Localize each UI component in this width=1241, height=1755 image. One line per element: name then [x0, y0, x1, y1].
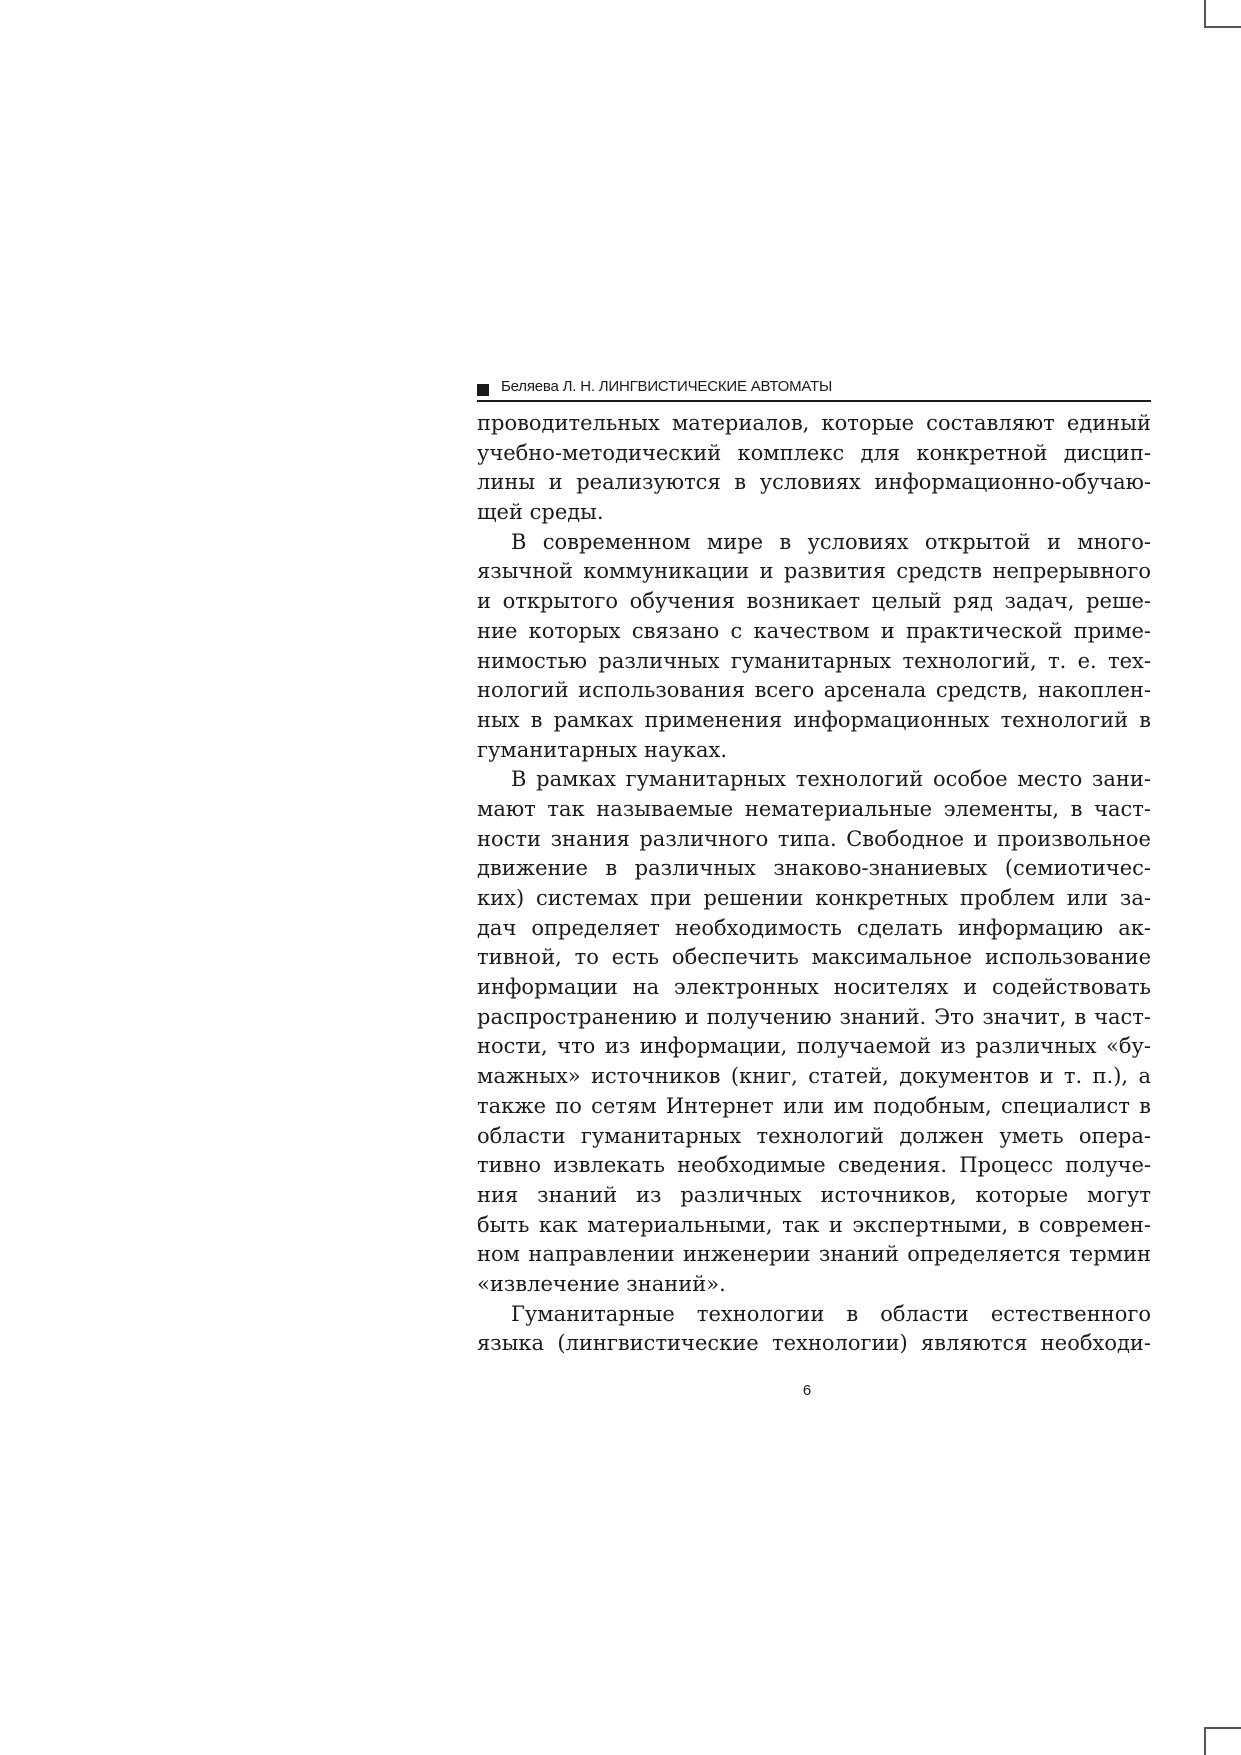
text-line: проводительных материалов, которые составляют единый — [477, 411, 1151, 435]
text-line: мажных» источников (книг, статей, документов и т. п.), а — [477, 1064, 1151, 1089]
text-line: дач определяет необходимость сделать информацию ак- — [477, 915, 1151, 940]
text-line: мают так называемые нематериальные элементы, в част- — [477, 796, 1151, 821]
crop-mark-top-vertical — [1204, 0, 1206, 26]
text-line: Гуманитарные технологии в области естественного — [511, 1301, 1151, 1326]
page-number: 6 — [802, 1382, 812, 1399]
text-line: ние которых связано с качеством и практической приме- — [477, 618, 1151, 643]
header-title: Беляева Л. Н. ЛИНГВИСТИЧЕСКИЕ АВТОМАТЫ — [501, 378, 833, 395]
crop-mark-bottom-horizontal — [1204, 1727, 1241, 1729]
text-line: движение в различных знаково-знаниевых (семиотичес- — [477, 856, 1151, 881]
text-line: быть как материальными, так и экспертными, в современ- — [477, 1212, 1151, 1237]
text-line: щей среды. — [477, 500, 604, 525]
header-square-icon — [477, 384, 489, 396]
text-line: области гуманитарных технологий должен уметь опера- — [477, 1123, 1151, 1148]
text-line: распространению и получению знаний. Это значит, в част- — [477, 1004, 1151, 1029]
text-line: гуманитарных науках. — [477, 737, 728, 762]
text-line: ном направлении инженерии знаний определяется термин — [477, 1242, 1151, 1267]
text-line: тивной, то есть обеспечить максимальное использование — [477, 945, 1151, 970]
text-line: ности знания различного типа. Свободное и произвольное — [477, 826, 1151, 851]
text-line: нимостью различных гуманитарных технологий, т. е. тех- — [477, 648, 1151, 673]
crop-mark-bottom-vertical — [1204, 1727, 1206, 1755]
text-line: лины и реализуются в условиях информационно-обучаю- — [477, 470, 1151, 495]
text-line: и открытого обучения возникает целый ряд задач, реше- — [477, 589, 1151, 614]
text-line: ких) системах при решении конкретных проблем или за- — [477, 886, 1151, 910]
text-line: ных в рамках применения информационных технологий в — [477, 707, 1151, 732]
text-line: ности, что из информации, получаемой из различных «бу- — [477, 1034, 1151, 1059]
body-text — [477, 409, 1151, 1359]
text-line: ния знаний из различных источников, которые могут — [477, 1182, 1151, 1207]
text-line: информации на электронных носителях и содействовать — [477, 975, 1151, 1000]
text-line: тивно извлекать необходимые сведения. Процесс получе- — [477, 1153, 1151, 1178]
text-line: В рамках гуманитарных технологий особое место зани- — [511, 767, 1151, 792]
text-line: «извлечение знаний». — [477, 1271, 726, 1296]
running-header — [477, 374, 1151, 402]
crop-mark-top-horizontal — [1204, 26, 1241, 28]
text-line: В современном мире в условиях открытой и много- — [511, 529, 1151, 554]
text-line: также по сетям Интернет или им подобным, специалист в — [477, 1093, 1151, 1118]
text-line: нологий использования всего арсенала средств, накоплен- — [477, 678, 1151, 703]
text-line: язычной коммуникации и развития средств непрерывного — [477, 559, 1151, 584]
text-line: языка (лингвистические технологии) являются необходи- — [477, 1331, 1151, 1356]
text-line: учебно-методический комплекс для конкретной дисцип- — [477, 440, 1151, 465]
